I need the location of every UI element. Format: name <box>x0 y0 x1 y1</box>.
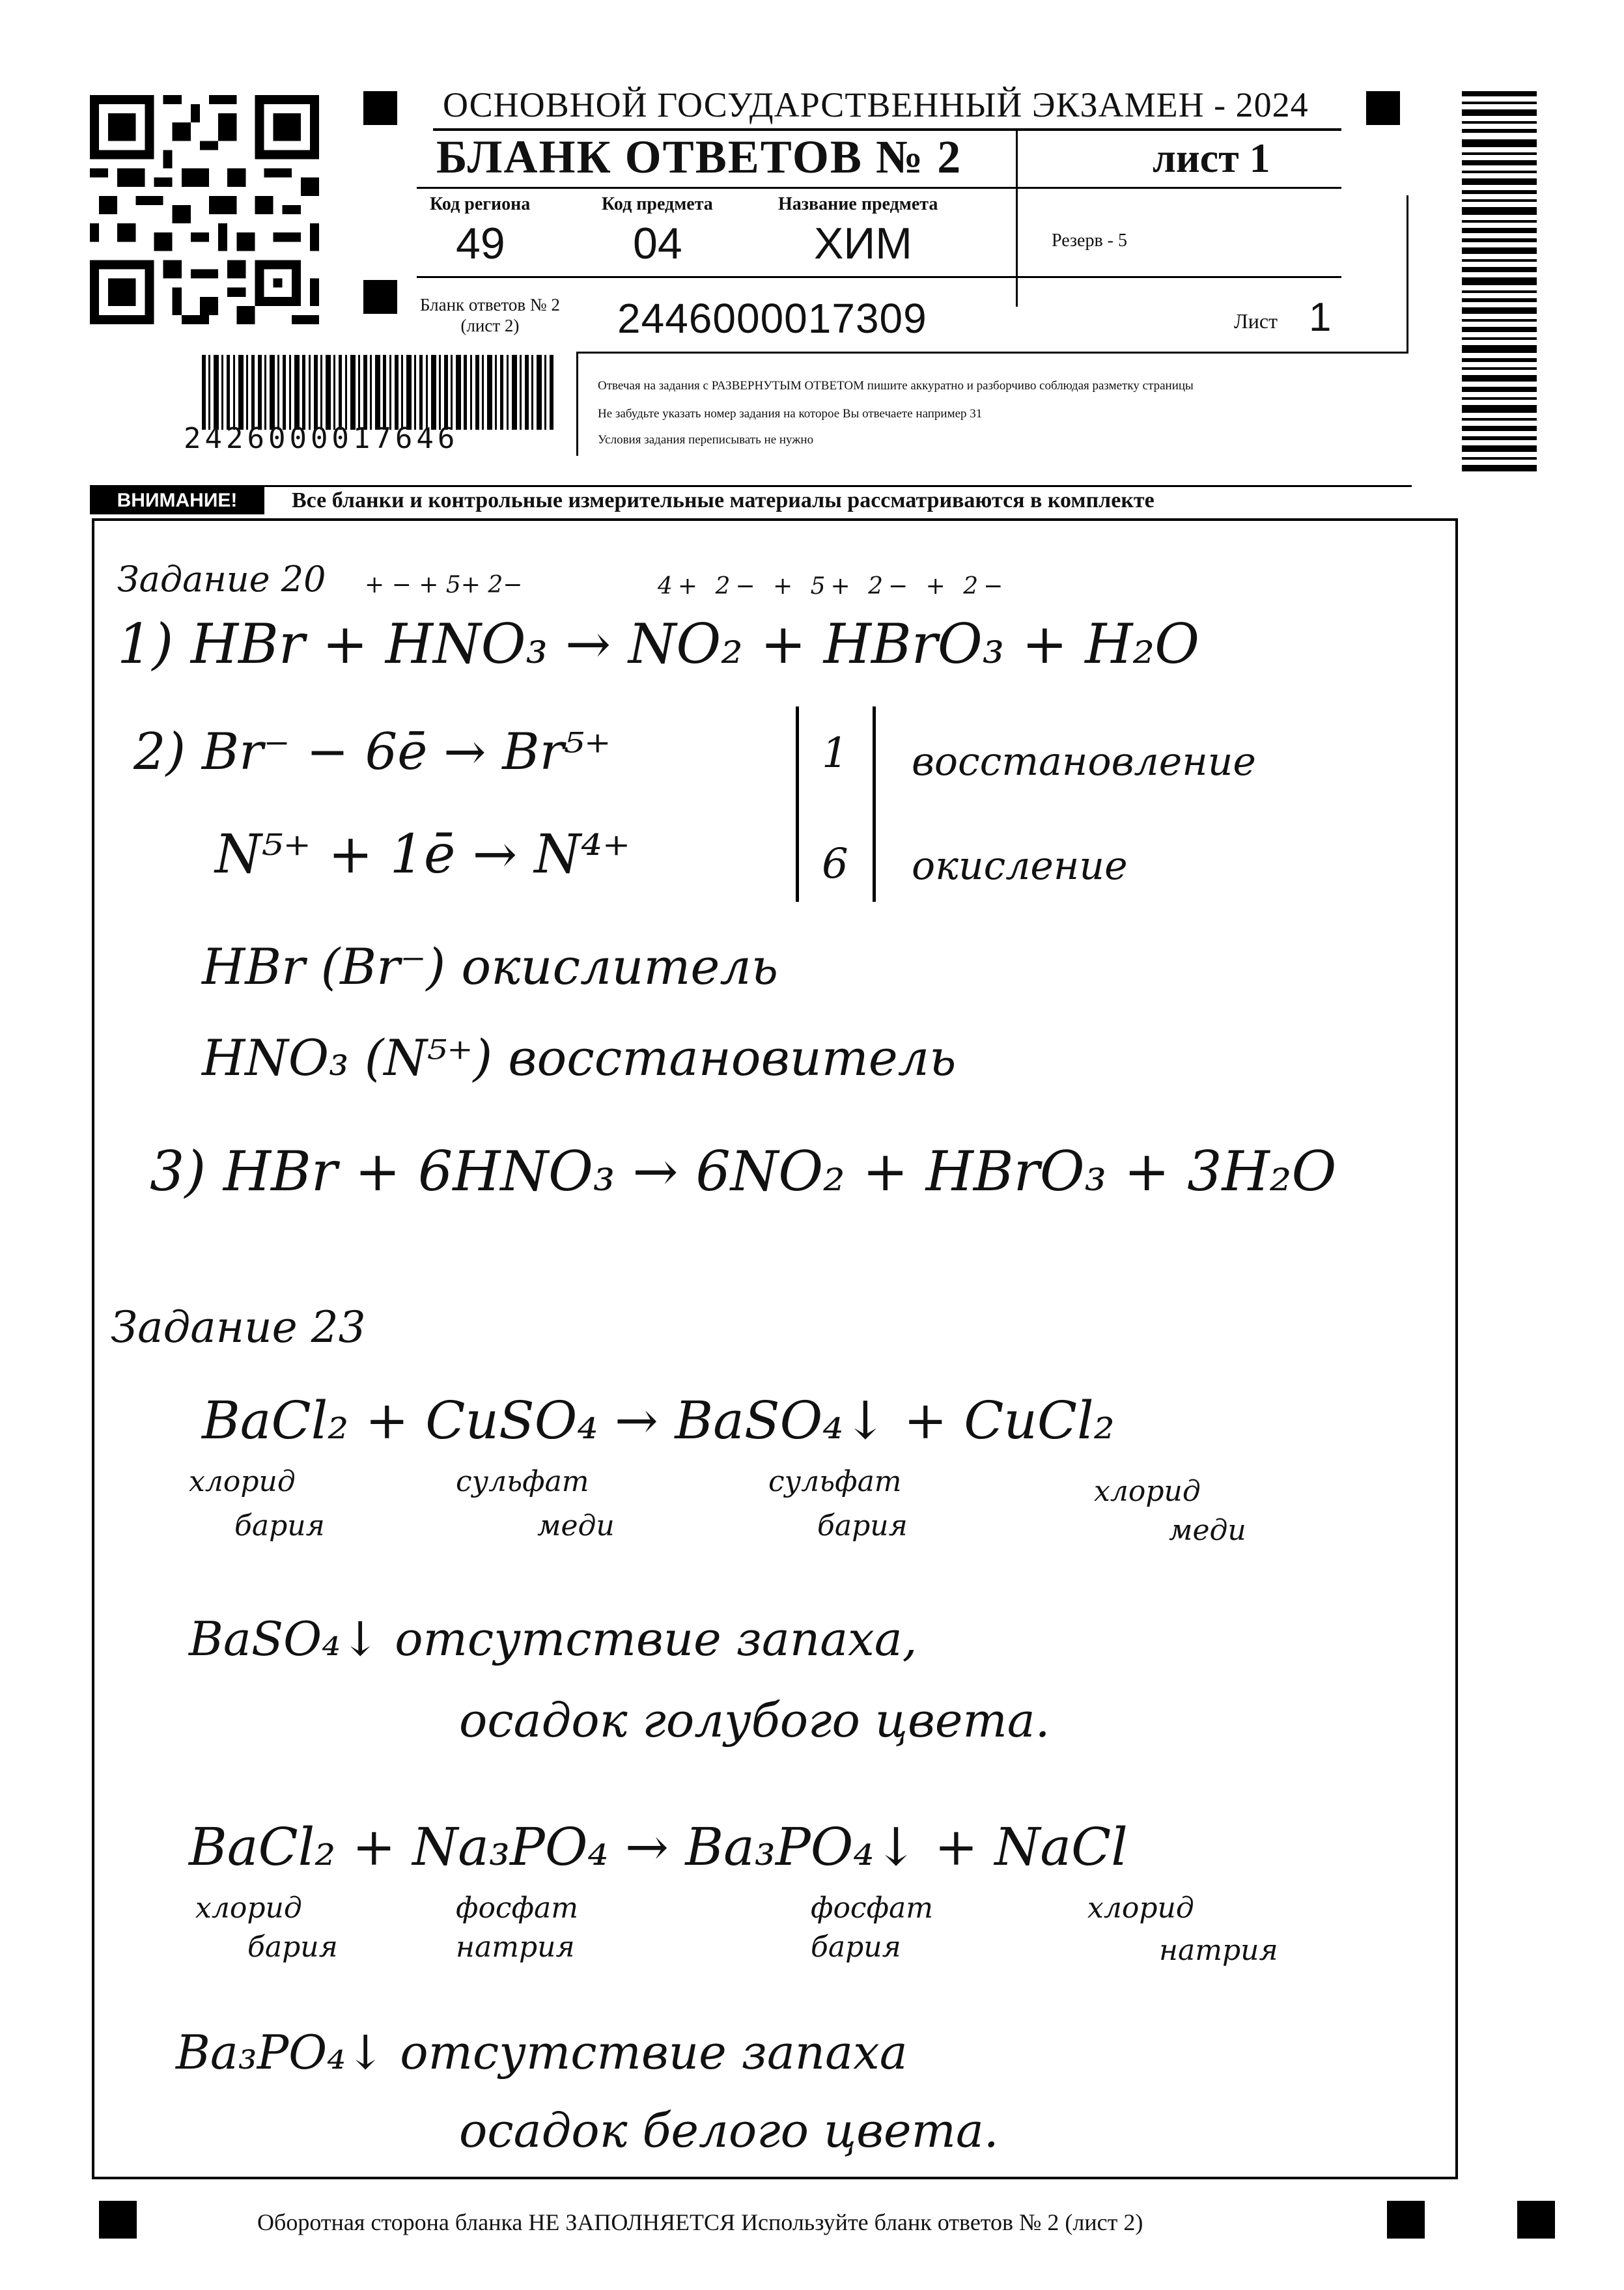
header-divider <box>1407 195 1408 352</box>
r2-name-1a: хлорид <box>195 1892 302 1925</box>
reaction-1: BaCl₂ + CuSO₄ → BaSO₄↓ + CuCl₂ <box>202 1390 1115 1451</box>
r1-observation-b: осадок голубого цвета. <box>459 1693 1050 1748</box>
task23-title: Задание 23 <box>111 1302 366 1352</box>
instruction-3: Условия задания переписывать не нужно <box>598 433 814 447</box>
r1-name-4b: меди <box>1169 1514 1246 1547</box>
instruction-1: Отвечая на задания с РАЗВЕРНУТЫМ ОТВЕТОМ пишите аккуратно и разборчиво соблюдая разметку страницы <box>598 379 1194 393</box>
list-number: 1 <box>1309 295 1332 340</box>
footer-note: Оборотная сторона бланка НЕ ЗАПОЛНЯЕТСЯ Используйте бланк ответов № 2 (лист 2) <box>257 2209 1143 2235</box>
r2-name-3a: фосфат <box>811 1892 933 1925</box>
r1-name-2b: меди <box>537 1509 615 1543</box>
r1-name-3a: сульфат <box>768 1465 902 1498</box>
blank2-number: 2446000017309 <box>617 295 927 342</box>
r2-name-4a: хлорид <box>1087 1892 1194 1925</box>
r2-name-2b: натрия <box>456 1931 575 1964</box>
coefficient-2: 6 <box>822 840 848 888</box>
r1-name-1b: бария <box>234 1509 325 1543</box>
registration-marker <box>363 91 397 125</box>
vertical-barcode-image <box>1462 91 1537 475</box>
r1-name-2a: сульфат <box>456 1465 589 1498</box>
process-2: окисление <box>912 843 1128 889</box>
reducer-line: HNO₃ (N⁵⁺) восстановитель <box>202 1029 957 1087</box>
registration-marker <box>1517 2201 1555 2239</box>
r2-name-2a: фосфат <box>456 1892 578 1925</box>
header-rule <box>576 352 1408 354</box>
registration-marker <box>99 2201 137 2239</box>
exam-title: ОСНОВНОЙ ГОСУДАРСТВЕННЫЙ ЭКЗАМЕН - 2024 <box>443 85 1309 124</box>
r2-name-4b: натрия <box>1159 1934 1278 1967</box>
instruction-2: Не забудьте указать номер задания на которое Вы отвечаете например 31 <box>598 407 983 421</box>
attention-rule <box>90 485 1412 487</box>
blank2-label-line2: (лист 2) <box>460 316 520 336</box>
equation-3: 3) HBr + 6HNO₃ → 6NO₂ + HBrO₃ + 3H₂O <box>150 1139 1337 1203</box>
r2-name-1b: бария <box>247 1931 338 1964</box>
form-title: БЛАНК ОТВЕТОВ № 2 <box>436 131 962 183</box>
registration-marker <box>363 280 397 314</box>
horizontal-barcode-image <box>202 355 553 430</box>
half-reaction-2: N⁵⁺ + 1ē → N⁴⁺ <box>215 824 631 886</box>
reaction-2: BaCl₂ + Na₃PO₄ → Ba₃PO₄↓ + NaCl <box>189 1817 1128 1877</box>
equation-1: 1) HBr + HNO₃ → NO₂ + HBrO₃ + H₂O <box>117 612 1199 676</box>
balance-bracket <box>796 706 799 902</box>
eq1-charges-left: + − + 5+ 2− <box>365 572 523 598</box>
attention-badge: ВНИМАНИЕ! <box>90 487 264 514</box>
task20-title: Задание 20 <box>117 559 326 600</box>
r1-name-4a: хлорид <box>1094 1475 1201 1508</box>
subject-name-label: Название предмета <box>778 194 938 214</box>
region-value: 49 <box>456 219 505 268</box>
subject-code-value: 04 <box>633 219 682 268</box>
qr-code-image <box>90 95 319 324</box>
registration-marker <box>1366 91 1400 125</box>
list-label: Лист <box>1234 309 1278 333</box>
r2-observation-b: осадок белого цвета. <box>459 2103 999 2158</box>
subject-name-value: ХИМ <box>814 219 912 268</box>
r1-observation-a: BaSO₄↓ отсутствие запаха, <box>189 1612 917 1666</box>
subject-code-label: Код предмета <box>602 194 713 214</box>
header-divider <box>576 352 578 456</box>
registration-marker <box>1387 2201 1425 2239</box>
half-reaction-1: 2) Br⁻ − 6ē → Br⁵⁺ <box>133 723 611 781</box>
coefficient-1: 1 <box>822 729 848 777</box>
balance-bracket <box>873 706 876 902</box>
blank2-label-line1: Бланк ответов № 2 <box>420 295 560 314</box>
blank2-label <box>420 294 560 337</box>
sheet-title: лист 1 <box>1153 135 1270 181</box>
r1-name-1a: хлорид <box>189 1465 296 1498</box>
barcode-number: 2426000017646 <box>184 422 459 455</box>
header-rule <box>417 187 1341 189</box>
r2-observation-a: Ba₃PO₄↓ отсутствие запаха <box>176 2025 908 2080</box>
reserve-label: Резерв - 5 <box>1052 230 1128 251</box>
eq1-charges-right: 4+ 2− + 5+ 2− + 2− <box>658 573 1009 600</box>
region-label: Код региона <box>430 194 531 214</box>
header-divider <box>1016 130 1018 307</box>
attention-text: Все бланки и контрольные измерительные материалы рассматриваются в комплекте <box>292 488 1155 512</box>
oxidizer-line: HBr (Br⁻) окислитель <box>202 938 779 996</box>
r1-name-3b: бария <box>817 1509 908 1543</box>
header-rule <box>417 276 1341 278</box>
process-1: восстановление <box>912 739 1256 785</box>
r2-name-3b: бария <box>811 1931 901 1964</box>
